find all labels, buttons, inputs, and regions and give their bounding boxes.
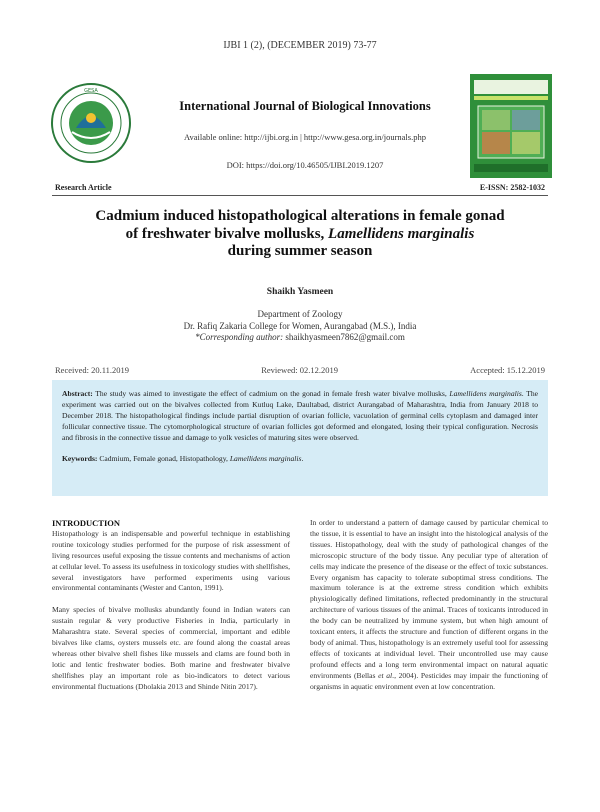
abstract-part-a: The study was aimed to investigate the effect of cadmium on the gonad in female fresh water bivalve mollusks,: [92, 389, 450, 398]
right-p1-part-b: ., 2004). Pesticides may impair the functioning of organisms in aquatic environment even at low concentration.: [310, 670, 548, 691]
right-paragraph-1: [310, 518, 548, 693]
running-head: IJBI 1 (2), (DECEMBER 2019) 73-77: [223, 40, 377, 51]
reviewed-date: Reviewed: 02.12.2019: [261, 365, 338, 375]
available-online: Available online: http://ijbi.org.in | http://www.gesa.org.in/journals.php: [184, 132, 426, 142]
doi: DOI: https://doi.org/10.46505/IJBI.2019.1207: [226, 160, 384, 170]
affiliation: [120, 309, 480, 344]
right-p1-part-a: In order to understand a pattern of damage caused by particular chemical to the tissue, it is essential to have an insight into the histological analysis of the tissues. Histopathology, deal with the study of pathological changes of the microscopic structure of the body tissue. Any peculiar type of alteration of cells may indicate the presence of the disease or the effect of toxic substances. Every organism has capacity to tolerate suboptimal stress conditions. The maximum tolerance is at the extreme stress condition which exhibits physiologically defined limitations, reflected predominantly in the structural architecture of various tissues of the animal. Traces of toxicants introduced in the body can be neutralized by immune system, but when high amount of toxicant enters, it affects the structure and function of different organs in the body of animal. Thus, histopathology is an extremely useful tool for assessing effects of toxicants at individual level. Their uncontrolled use may cause profound effects and a long term environmental impact on natural aquatic environments (Bellas: [310, 518, 548, 680]
abstract-species: Lamellidens marginalis: [449, 389, 522, 398]
eissn: E-ISSN: 2582-1032: [479, 183, 545, 192]
journal-cover: [470, 74, 552, 178]
journal-name: International Journal of Biological Innovations: [179, 99, 431, 113]
article-type: Research Article: [55, 183, 112, 192]
abstract-box: [52, 380, 548, 496]
society-logo: [50, 82, 132, 164]
keywords-species: Lamellidens marginalis: [229, 454, 302, 463]
abstract-label: Abstract:: [62, 389, 93, 398]
college: Dr. Rafiq Zakaria College for Women, Aurangabad (M.S.), India: [183, 320, 417, 331]
dates-row: [55, 365, 545, 375]
keywords-text: Cadmium, Female gonad, Histopathology,: [97, 454, 230, 463]
corr-label: *Corresponding author:: [195, 332, 284, 342]
keywords: [62, 453, 538, 464]
accepted-date: Accepted: 15.12.2019: [470, 365, 545, 375]
title-line-2: [70, 226, 530, 244]
intro-paragraph-1: Histopathology is an indispensable and powerful technique in establishing routine toxicology studies performed for the purpose of risk assessment of living resources useful exposing the tissue contents and mechanisms of action at cellular level. To assess its usefulness in toxicology studies with shellfishes, several investigators have performed experiments using various environmental contaminants (Wester and Canton, 1991).: [52, 528, 290, 593]
header-rule: [52, 195, 548, 196]
title-line-1: Cadmium induced histopathological alterations in female gonad: [95, 208, 505, 224]
keywords-label: Keywords:: [62, 454, 98, 463]
title-line-3: during summer season: [227, 243, 373, 259]
title-line-2-text: of freshwater bivalve mollusks,: [125, 225, 329, 242]
department: Department of Zoology: [257, 309, 343, 319]
abstract-text: [62, 388, 538, 443]
abstract-part-b: . The experiment was carried out on the bivalves collected from Kutluq Lake, Daultabad, district Aurangabad of Maharashtra, India from January 2018 to December 2018. The histopathological findings include partial disruption of ovarian follicle, vacuolation of germinal cells cytoplasm and damaged inter follicular connective tissue. The cytomorphological structure of ovarian follicles got deformed and elongated, losing their typical configuration. Necrosis and fibrosis in the connective tissue and damage to yolk vesicles of maturing sites were observed.: [62, 389, 538, 442]
author-name: Shaikh Yasmeen: [266, 287, 334, 297]
right-p1-italic: et al: [378, 670, 393, 680]
title-species: Lamellidens marginalis: [328, 225, 475, 242]
keywords-end: .: [301, 454, 304, 463]
intro-paragraph-2: Many species of bivalve mollusks abundantly found in Indian waters can sustain regular & very productive Fisheries in India, particularly in Maharashtra state. Several species of commercial, important and edible bivalves like clams, oysters mussels etc. are found along the coastal areas whereas other bivalve shell fishes like mussels and clams are found both in lotic and lentic freshwater bodies. Both marine and freshwater bivalve shellfishes play an important role as bio-indicators to detect various environmental fluctuations (Dholakia 2013 and Shinde Nitin 2017).: [52, 605, 290, 691]
intro-heading: INTRODUCTION: [52, 518, 121, 528]
right-column: [310, 518, 548, 693]
article-title: [70, 208, 530, 261]
corresponding-author: [120, 332, 480, 344]
received-date: Received: 20.11.2019: [55, 365, 130, 375]
corr-email[interactable]: shaikhyasmeen7862@gmail.com: [283, 332, 405, 342]
svg-text:GESA: GESA: [84, 88, 98, 94]
left-column: [52, 518, 290, 693]
